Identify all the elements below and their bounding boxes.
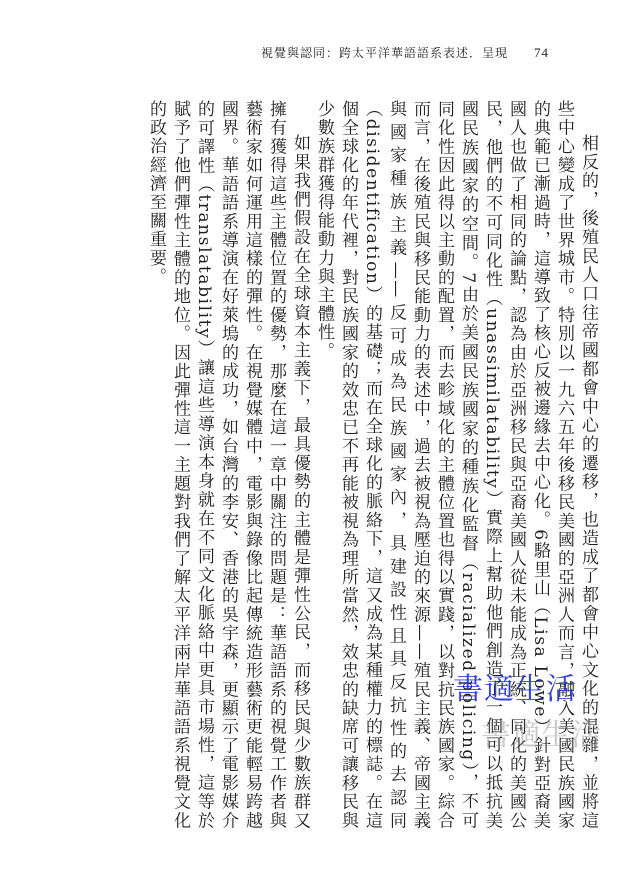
page-number: 74 bbox=[534, 45, 549, 60]
paragraph-2: 如果我們假設在全球資本主義下，最具優勢的主體是彈性公民，而移民與少數族群又擁有獲得這些主體位置的優勢，那麼在這一章中關注的問題是：華語語系的視覺工作者與藝術家如何運用這樣的彈性。在視覺媒體中，電影與錄像比起傳統造形藝術更能輕易跨越國界。華語語系導演在好萊塢的成功，如台灣的李安、香港的吳宇森，更顯示了電影媒介的可譯性（translatability）讓這些導演本身就在不同文化脈絡中更具市場性，這等於賦予了他們彈性主體的地位。因此彈性這一主題對我們了解太平洋兩岸華語語系視覺文化的政治經濟至關重要。 bbox=[146, 100, 310, 830]
watermark-ghost: 書適生活 bbox=[481, 718, 601, 753]
watermark-logo: 書適生活 bbox=[453, 672, 577, 707]
running-head bbox=[261, 44, 549, 61]
running-title: 視覺與認同：跨太平洋華語語系表述．呈現 bbox=[260, 46, 508, 60]
paragraph-1: 相反的，後殖民人口往帝國都會中心的遷移，也造成了都會中心文化的混雜，並將這些中心變成了世界城市。特別以一九六五年後移民美國的亞洲人而言，融入美國民族國家的典範已漸過時，這導致了核心反被邊緣去中心化。6駱里山（Lisa Lowe）針對亞裔美國人也做了相同的論點，認為由於亞洲移民與亞裔美國人從未能成為正統、同化的美國公民，他們的不可同化性（unassimilatability）實際上幫助他們創造了一個可以抵抗美國民族國家的空間。7由於美國民族國家的種族化監督（racialized policing），不可同化性因此得以主動的配置，而去畛域化的主體位置也得以實踐，以對抗民族國家。綜合而言，在後殖民與移民能動力的表述中，過去被視為壓迫的來源——殖民主義、帝國主義與國家種族主義——反可成為民族國家內，具建設性且具反抗性的去認同（disidentification）的基礎；而在全球化的脈絡下，這又成為某種權力的標誌。在這個全球化的年代裡，對民族國家的效忠已不再能被視為理所當然，效忠的缺席可讓移民與少數族群獲得能動力與主體性。 bbox=[314, 100, 598, 830]
